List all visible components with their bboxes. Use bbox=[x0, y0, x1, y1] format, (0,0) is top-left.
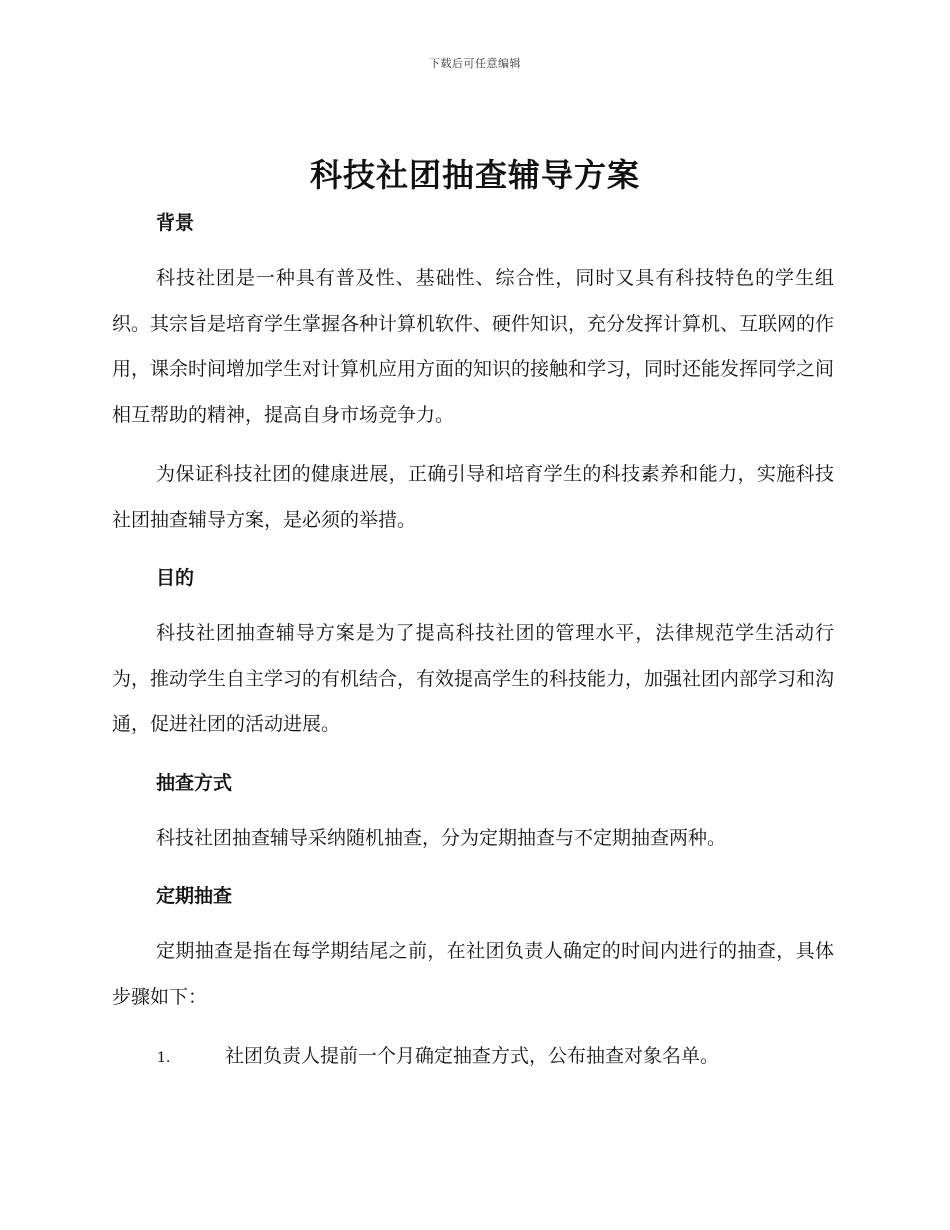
section-method bbox=[112, 763, 834, 862]
list-item bbox=[112, 1034, 834, 1081]
section-purpose bbox=[112, 558, 834, 748]
paragraph: 为保证科技社团的健康进展，正确引导和培育学生的科技素养和能力，实施科技社团抽查辅导方案，是必须的举措。 bbox=[112, 463, 834, 531]
document-title: 科技社团抽查辅导方案 bbox=[309, 156, 640, 194]
section-heading: 抽查方式 bbox=[156, 771, 233, 794]
paragraph: 定期抽查是指在每学期结尾之前，在社团负责人确定的时间内进行的抽查，具体步骤如下： bbox=[112, 940, 834, 1008]
paragraph: 科技社团是一种具有普及性、基础性、综合性，同时又具有科技特色的学生组织。其宗旨是培育学生掌握各种计算机软件、硬件知识，充分发挥计算机、互联网的作用，课余时间增加学生对计算机应用方面的知识的接触和学习，同时还能发挥同学之间相互帮助的精神，提高自身市场竞争力。 bbox=[112, 267, 835, 426]
section-heading: 定期抽查 bbox=[156, 885, 233, 907]
section-periodic bbox=[112, 876, 834, 1081]
section-heading: 目的 bbox=[156, 567, 195, 589]
header-note: 下载后可任意编辑 bbox=[429, 57, 521, 70]
list-number: 1. bbox=[157, 1050, 171, 1066]
section-background bbox=[112, 203, 834, 543]
paragraph: 科技社团抽查辅导采纳随机抽查，分为定期抽查与不定期抽查两种。 bbox=[156, 826, 727, 849]
list-text: 社团负责人提前一个月确定抽查方式，公布抽查对象名单。 bbox=[225, 1045, 720, 1067]
section-heading: 背景 bbox=[156, 212, 195, 234]
paragraph: 科技社团抽查辅导方案是为了提高科技社团的管理水平，法律规范学生活动行为，推动学生自主学习的有机结合，有效提高学生的科技能力，加强社团内部学习和沟通，促进社团的活动进展。 bbox=[112, 622, 835, 735]
document-body bbox=[112, 203, 834, 1081]
